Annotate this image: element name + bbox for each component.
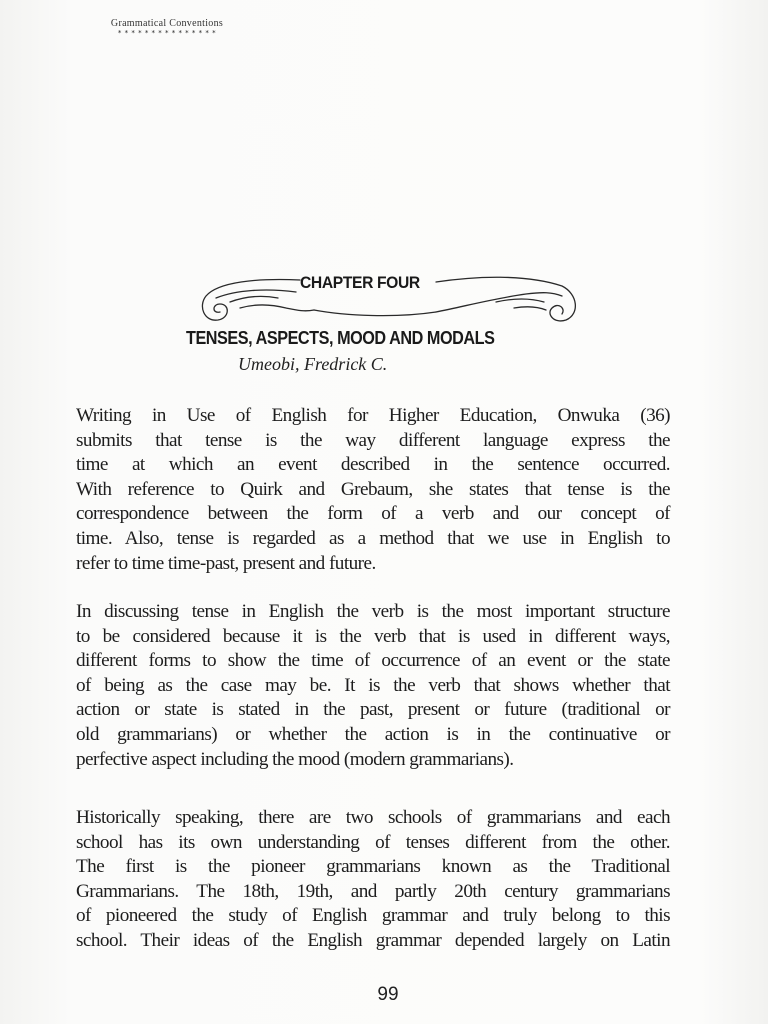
text-line: refer to time time-past, present and future. — [76, 552, 376, 574]
paragraph-2 — [76, 600, 670, 772]
text-line: of pioneered the study of English grammar and truly belong to this — [76, 905, 670, 927]
running-head — [92, 18, 242, 37]
running-head-stars: * * * * * * * * * * * * * * * — [117, 29, 217, 37]
text-line: Historically speaking, there are two schools of grammarians and each — [76, 807, 670, 828]
running-head-title: Grammatical Conventions — [110, 18, 224, 29]
chapter-label: CHAPTER FOUR — [300, 273, 420, 292]
text-line: The first is the pioneer grammarians known as the Traditional — [76, 856, 670, 878]
text-line: correspondence between the form of a verb and our concept of — [76, 503, 670, 525]
text-line: action or state is stated in the past, present or future (traditional or — [76, 699, 670, 721]
text-line: submits that tense is the way different language express the — [76, 429, 670, 451]
paragraph-3 — [76, 806, 670, 954]
text-line: school. Their ideas of the English grammar depended largely on Latin — [76, 929, 670, 951]
text-line: different forms to show the time of occurrence of an event or the state — [76, 650, 670, 672]
text-line: Writing in Use of English for Higher Education, Onwuka (36) — [76, 405, 670, 426]
text-line: of being as the case may be. It is the verb that shows whether that — [76, 674, 670, 696]
text-line: With reference to Quirk and Grebaum, she states that tense is the — [76, 478, 670, 500]
text-line: time. Also, tense is regarded as a method that we use in English to — [76, 527, 670, 549]
text-line: old grammarians) or whether the action is in the continuative or — [76, 723, 670, 745]
text-line: Grammarians. The 18th, 19th, and partly 20th century grammarians — [76, 880, 670, 902]
text-line: school has its own understanding of tenses different from the other. — [76, 831, 670, 853]
text-line: In discussing tense in English the verb is the most important structure — [76, 601, 670, 622]
paragraph-1 — [76, 404, 670, 576]
chapter-author: Umeobi, Fredrick C. — [238, 354, 388, 374]
text-line: perfective aspect including the mood (modern grammarians). — [76, 748, 514, 770]
page-number: 99 — [377, 984, 399, 1005]
text-line: to be considered because it is the verb that is used in different ways, — [76, 625, 670, 647]
text-line: time at which an event described in the sentence occurred. — [76, 454, 670, 476]
chapter-title: TENSES, ASPECTS, MOOD AND MODALS — [186, 328, 495, 348]
